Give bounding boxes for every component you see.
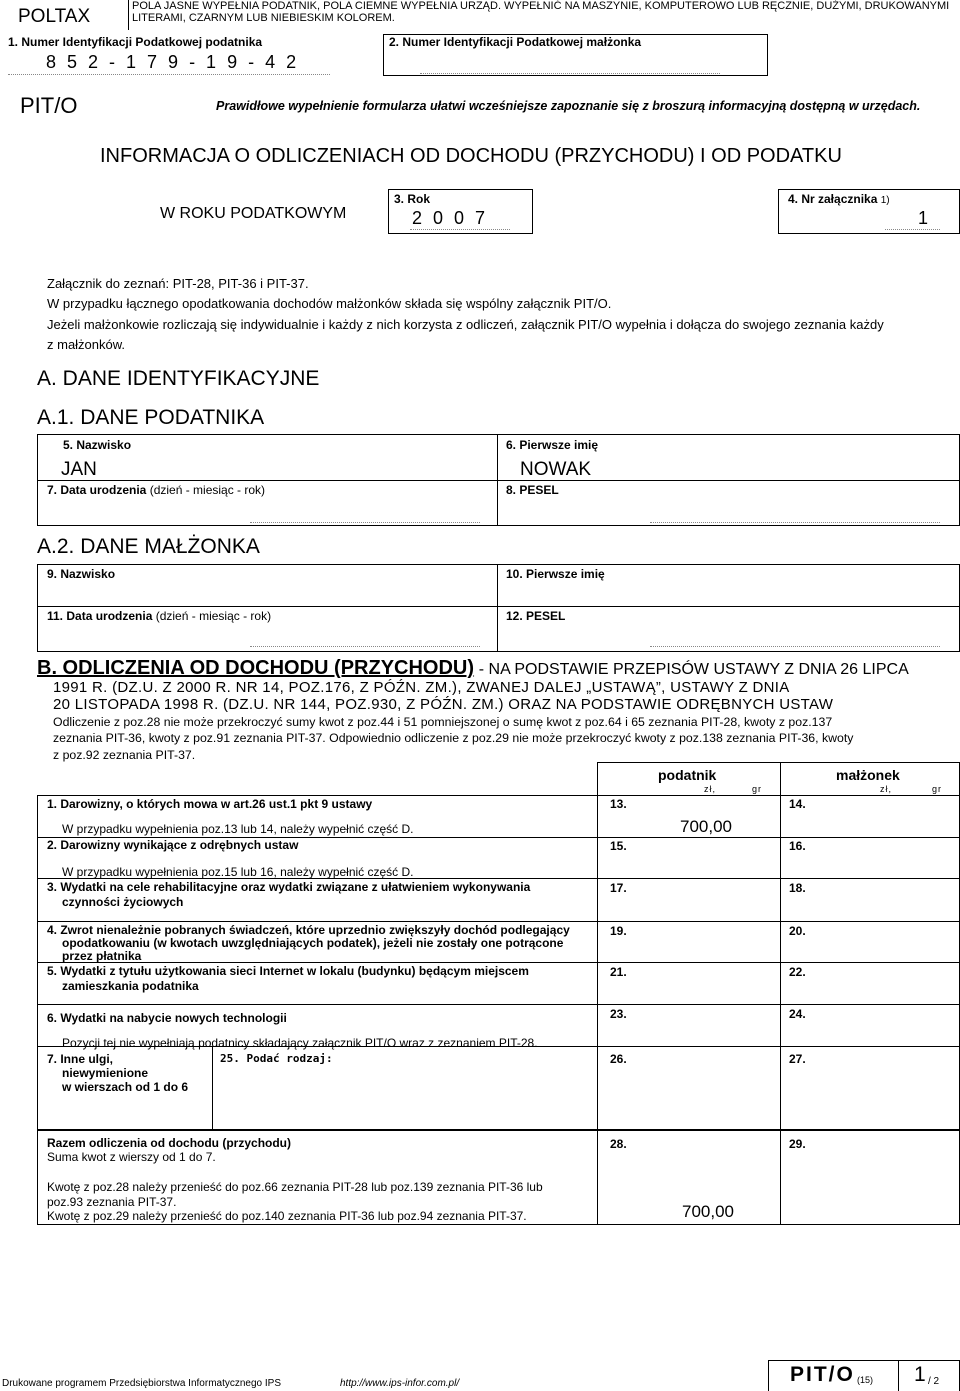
form-code: PIT/O: [20, 93, 78, 118]
section-b-title-3: 20 LISTOPADA 1998 R. (DZ.U. NR 144, POZ.930, Z PÓŹN. ZM.) ORAZ NA PODSTAWIE ODRĘBNYCH USTAW: [53, 696, 834, 713]
section-b-note-2: zeznania PIT-36, kwoty z poz.91 zeznania PIT-37. Odpowiednio odliczenie z poz.29 nie może przekroczyć kwoty z poz.138 zeznania PIT-36, kwoty: [53, 731, 854, 745]
intro-line-4: z małżonków.: [47, 337, 126, 352]
row1-pos14: 14.: [789, 797, 806, 811]
spouse-birthdate-label: 11. Data urodzenia (dzień - miesiąc - rok): [47, 609, 272, 623]
total-pos29: 29.: [789, 1137, 806, 1151]
pesel-dots[interactable]: [650, 522, 940, 523]
total-note-1: Kwotę z poz.28 należy przenieść do poz.66 zeznania PIT-28 lub poz.139 zeznania PIT-36 lub: [47, 1180, 543, 1194]
first-name-label: 6. Pierwsze imię: [506, 438, 599, 452]
footer-url[interactable]: http://www.ips-infor.com.pl/: [340, 1378, 460, 1389]
spouse-first-name-label: 10. Pierwsze imię: [506, 567, 605, 581]
brand-label: POLTAX: [18, 6, 91, 27]
header-divider: [128, 0, 129, 30]
total-note-2: poz.93 zeznania PIT-37.: [47, 1195, 177, 1209]
totals-col-1: [597, 1130, 598, 1225]
spouse-col-divider: [497, 564, 498, 652]
spouse-surname-label: 9. Nazwisko: [47, 567, 116, 581]
spouse-pesel-dots[interactable]: [650, 646, 940, 647]
row7-label-2: niewymienione: [62, 1066, 149, 1080]
row4-pos20: 20.: [789, 924, 806, 938]
surname-label: 5. Nazwisko: [63, 438, 132, 452]
row4-label-3: przez płatnika: [62, 949, 142, 963]
attachment-label: 4. Nr załącznika 1): [788, 192, 890, 206]
row5-label: 5. Wydatki z tytułu użytkowania sieci Internet w lokalu (budynku) będącym miejscem: [47, 964, 529, 978]
row4-label-2: opodatkowaniu (w kwotach uwzględniających podatek), jeżeli nie zostały one potrącone: [62, 936, 564, 950]
row3-label: 3. Wydatki na cele rehabilitacyjne oraz wydatki związane z ułatwieniem wykonywania: [47, 880, 531, 894]
fill-instruction-1: POLA JASNE WYPEŁNIA PODATNIK, POLA CIEMNE WYPEŁNIA URZĄD. WYPEŁNIĆ NA MASZYNIE, KOMPUTEROWO LUB RĘCZNIE, DUŻYMI, DRUKOWANYMI: [132, 0, 950, 12]
row1-taxpayer-value[interactable]: 700,00: [680, 817, 732, 836]
intro-line-2: W przypadku łącznego opodatkowania dochodów małżonków składa się wspólny załącznik PIT/O.: [47, 296, 612, 311]
column-taxpayer: podatnik: [658, 767, 717, 783]
row3-pos17: 17.: [610, 881, 627, 895]
nip-field[interactable]: 8 5 2 - 1 7 9 - 1 9 - 4 2: [46, 52, 300, 72]
section-b-note-1: Odliczenie z poz.28 nie może przekroczyć sumy kwot z poz.44 i 51 pomniejszonej o sumę kwot z poz.64 i 65 zeznania PIT-28, kwoty z poz.137: [53, 715, 833, 729]
row4-pos19: 19.: [610, 924, 627, 938]
row2-pos16: 16.: [789, 839, 806, 853]
spouse-pesel-label: 12. PESEL: [506, 609, 566, 623]
column-spouse: małżonek: [836, 767, 900, 783]
row1-pos13: 13.: [610, 797, 627, 811]
surname-field[interactable]: JAN: [61, 459, 97, 480]
row7-pos26: 26.: [610, 1052, 627, 1066]
taxpayer-col-divider: [497, 434, 498, 526]
column-header-divider: [780, 762, 781, 796]
total-label: Razem odliczenia od dochodu (przychodu): [47, 1136, 292, 1150]
row4-label: 4. Zwrot nienależnie pobranych świadczeń, które uprzednio zwiększyły dochód podlegający: [47, 923, 570, 937]
attachment-footnote-mark: 1): [880, 195, 890, 206]
row3-label-2: czynności życiowych: [62, 895, 184, 909]
row6-pos23: 23.: [610, 1007, 627, 1021]
row2-label: 2. Darowizny wynikające z odrębnych ustaw: [47, 838, 299, 852]
row7-label: 7. Inne ulgi,: [47, 1052, 114, 1066]
intro-line-1: Załącznik do zeznań: PIT-28, PIT-36 i PIT-37.: [47, 276, 309, 291]
taxpayer-row-divider: [37, 480, 960, 481]
spouse-zl: zł,: [880, 784, 892, 794]
spouse-birthdate-dots[interactable]: [250, 646, 480, 647]
printed-by: Drukowane programem Przedsiębiorstwa Informatycznego IPS: [2, 1378, 282, 1389]
row5-label-2: zamieszkania podatnika: [62, 979, 199, 993]
section-b-note-3: z poz.92 zeznania PIT-37.: [53, 748, 196, 762]
footer-page-total: / 2: [928, 1376, 940, 1387]
attachment-field[interactable]: 1: [918, 208, 929, 228]
spouse-box: [37, 564, 960, 652]
fill-instruction-2: LITERAMI, CZARNYM LUB NIEBIESKIM KOLOREM.: [132, 12, 395, 24]
footer-page: 1: [914, 1363, 926, 1386]
footer-form-code: PIT/O: [790, 1363, 855, 1386]
form-title-2: W ROKU PODATKOWYM: [160, 205, 347, 222]
row-divider-3: [37, 921, 960, 922]
spouse-row-divider: [37, 606, 960, 607]
nip-spouse-dots: [420, 73, 720, 74]
row2-pos15: 15.: [610, 839, 627, 853]
row7-pos27: 27.: [789, 1052, 806, 1066]
brochure-note: Prawidłowe wypełnienie formularza ułatwi wcześniejsze zapoznanie się z broszurą informacyjną dostępną w urzędach.: [216, 99, 921, 113]
row6-label: 6. Wydatki na nabycie nowych technologii: [47, 1011, 287, 1025]
row2-note: W przypadku wypełnienia poz.15 lub 16, należy wypełnić część D.: [62, 865, 414, 879]
row1-note: W przypadku wypełnienia poz.13 lub 14, należy wypełnić część D.: [62, 822, 414, 836]
row6-pos24: 24.: [789, 1007, 806, 1021]
year-dots: [410, 229, 510, 230]
total-taxpayer-value[interactable]: 700,00: [682, 1202, 734, 1221]
row7-type-label[interactable]: 25. Podać rodzaj:: [220, 1052, 333, 1065]
row6-note: Pozycji tej nie wypełniają podatnicy składający załącznik PIT/O wraz z zeznaniem PIT-28.: [62, 1036, 538, 1050]
taxpayer-zl: zł,: [704, 784, 716, 794]
taxpayer-gr: gr: [752, 784, 763, 794]
total-note-3: Kwotę z poz.29 należy przenieść do poz.140 zeznania PIT-36 lub poz.94 zeznania PIT-37.: [47, 1209, 527, 1223]
birthdate-label: 7. Data urodzenia (dzień - miesiąc - rok): [47, 483, 266, 497]
nip-spouse-label: 2. Numer Identyfikacji Podatkowej małżonka: [389, 35, 642, 49]
row1-label: 1. Darowizny, o których mowa w art.26 ust.1 pkt 9 ustawy: [47, 797, 373, 811]
total-pos28: 28.: [610, 1137, 627, 1151]
total-sub: Suma kwot z wierszy od 1 do 7.: [47, 1150, 216, 1164]
section-a2-title: A.2. DANE MAŁŻONKA: [37, 535, 260, 558]
row-divider-4: [37, 962, 960, 963]
spouse-gr: gr: [932, 784, 943, 794]
birthdate-dots[interactable]: [250, 522, 480, 523]
row3-pos18: 18.: [789, 881, 806, 895]
section-a1-title: A.1. DANE PODATNIKA: [37, 406, 265, 429]
section-b-title-2: 1991 R. (DZ.U. Z 2000 R. NR 14, POZ.176, Z PÓŹN. ZM.), ZWANEJ DALEJ „USTAWĄ”, USTAWY Z DNIA: [53, 679, 790, 696]
footer-form-version: (15): [857, 1375, 874, 1385]
year-label: 3. Rok: [394, 192, 431, 206]
nip-label: 1. Numer Identyfikacji Podatkowej podatnika: [8, 35, 263, 49]
row-divider-5: [37, 1004, 960, 1005]
attachment-dots: [885, 229, 940, 230]
first-name-field[interactable]: NOWAK: [520, 459, 592, 480]
intro-line-3: Jeżeli małżonkowie rozliczają się indywidualnie i każdy z nich korzysta z odliczeń, załącznik PIT/O wypełnia i dołącza do swojego zeznania każdy: [47, 317, 884, 332]
nip-dots: [8, 74, 330, 75]
year-field[interactable]: 2 0 0 7: [412, 208, 489, 228]
form-title: INFORMACJA O ODLICZENIACH OD DOCHODU (PRZYCHODU) I OD PODATKU: [100, 145, 842, 167]
row5-pos21: 21.: [610, 965, 627, 979]
section-b-title: B. ODLICZENIA OD DOCHODU (PRZYCHODU) - NA PODSTAWIE PRZEPISÓW USTAWY Z DNIA 26 LIPCA: [37, 657, 909, 679]
totals-col-2: [780, 1130, 781, 1225]
row5-pos22: 22.: [789, 965, 806, 979]
column-header-box: [597, 762, 960, 796]
pesel-label: 8. PESEL: [506, 483, 559, 497]
footer-form-divider: [898, 1360, 899, 1391]
row7-label-3: w wierszach od 1 do 6: [62, 1080, 189, 1094]
section-a-title: A. DANE IDENTYFIKACYJNE: [37, 367, 320, 390]
row7-type-divider: [212, 1046, 213, 1130]
